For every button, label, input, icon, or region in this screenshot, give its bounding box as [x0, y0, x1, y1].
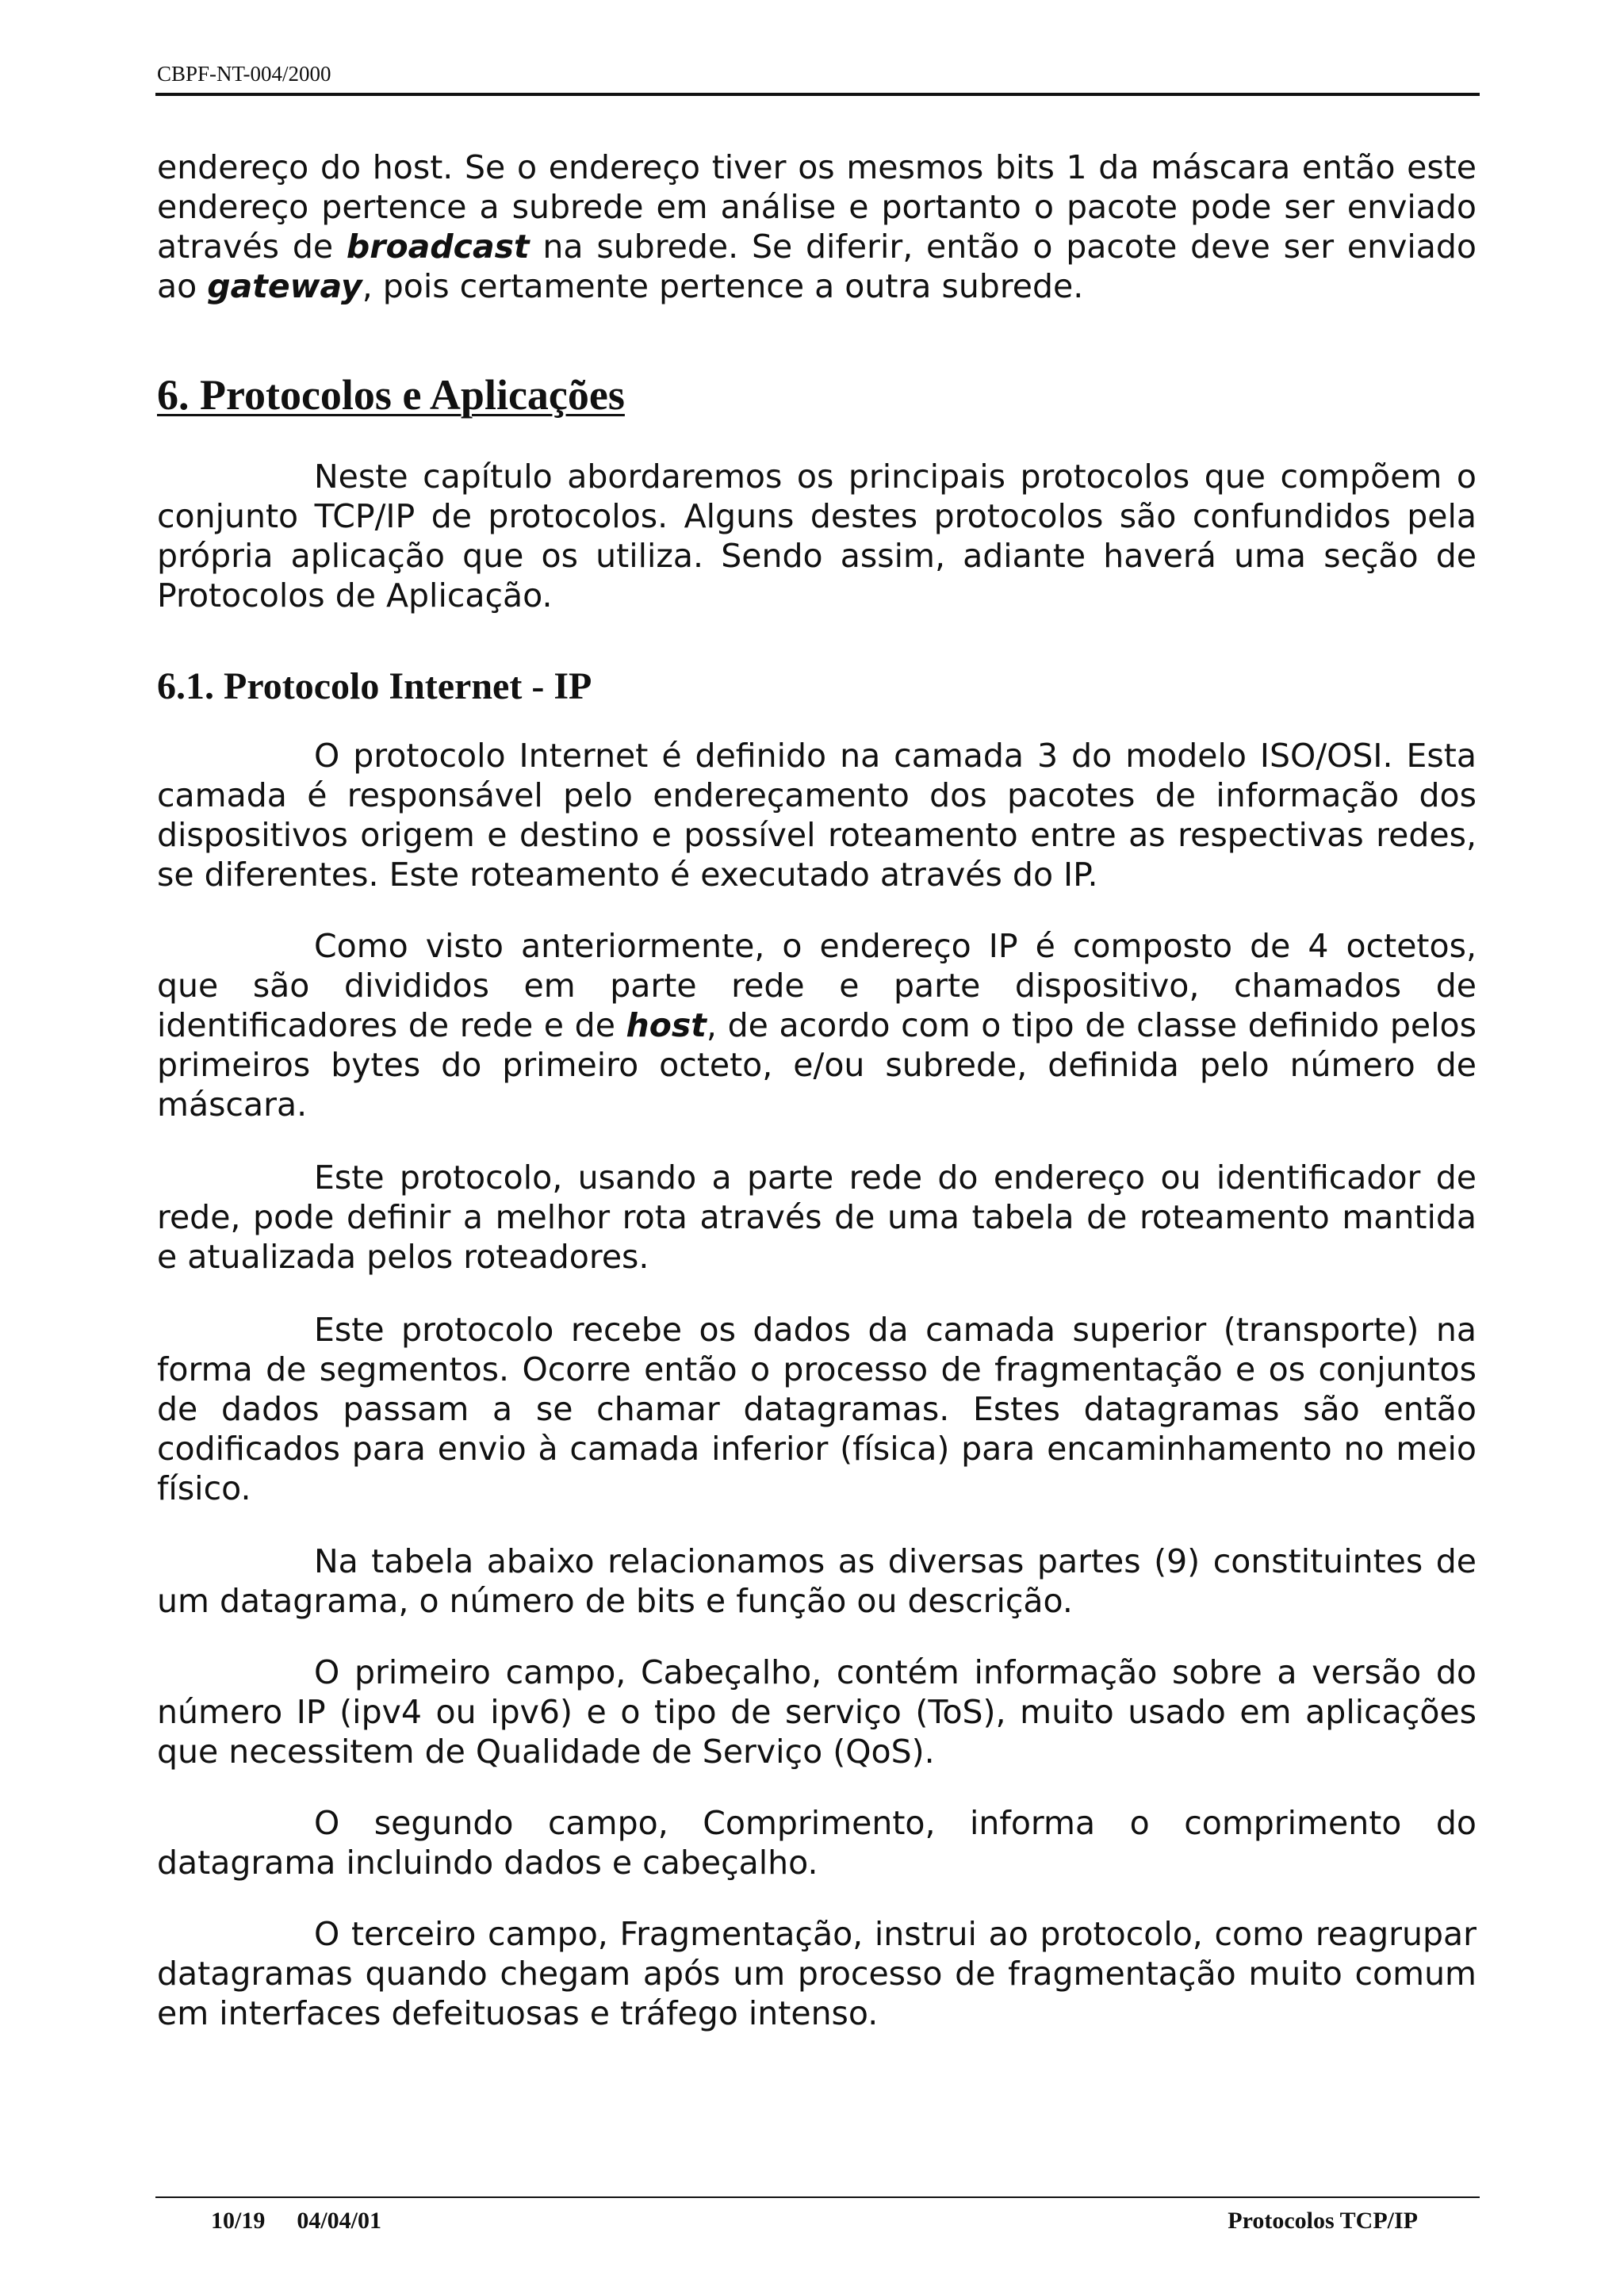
page-body: [157, 147, 1477, 2033]
page-number: 10/19: [211, 2208, 266, 2234]
gateway-term: gateway: [207, 267, 362, 305]
footer-title: Protocolos TCP/IP: [1228, 2208, 1418, 2234]
ip-paragraph-2: [157, 926, 1477, 1124]
footer-left: [211, 2208, 381, 2235]
ip-paragraph-6: O primeiro campo, Cabeçalho, contém informação sobre a versão do número IP (ipv4 ou ipv6) e o tipo de serviço (ToS), muito usado em aplicações que necessitem de Qualidade de Serviço (QoS).: [157, 1653, 1477, 1771]
intro-paragraph: [157, 147, 1477, 306]
ip-paragraph-4: Este protocolo recebe os dados da camada superior (transporte) na forma de segmentos. Ocorre então o processo de fragmentação e os conjuntos de dados passam a se chamar datagramas. Estes datagramas são então codificados para envio à camada inferior (física) para encaminhamento no meio físico.: [157, 1311, 1477, 1507]
ip-paragraph-8: O terceiro campo, Fragmentação, instrui ao protocolo, como reagrupar datagramas quando chegam após um processo de fragmentação muito comum em interfaces defeituosas e tráfego intenso.: [157, 1915, 1477, 2032]
section-6-paragraph: Neste capítulo abordaremos os principais protocolos que compõem o conjunto TCP/IP de protocolos. Alguns destes protocolos são confundidos pela própria aplicação que os utiliza. Sendo assim, adiante haverá uma seção de Protocolos de Aplicação.: [157, 458, 1477, 615]
intro-text-2: na subrede. Se diferir, então o pacote deve ser enviado ao: [157, 228, 1477, 305]
ip-paragraph-2-a: Como visto anteriormente, o endereço IP é composto de 4 octetos, que são divididos em parte rede e parte dispositivo, chamados de identificadores de rede e de: [157, 927, 1477, 1044]
section-6-heading: 6. Protocolos e Aplicações: [157, 371, 625, 419]
ip-paragraph-5: Na tabela abaixo relacionamos as diversas partes (9) constituintes de um datagrama, o número de bits e função ou descrição.: [157, 1542, 1477, 1620]
header-divider: [155, 93, 1480, 96]
host-term: host: [626, 1006, 707, 1044]
section-6-1-heading: 6.1. Protocolo Internet - IP: [157, 665, 592, 707]
ip-paragraph-2-c: , de acordo com o tipo de classe definido pelos primeiros bytes do primeiro octeto, e/ou subrede, definida pelo número de máscara.: [157, 1006, 1477, 1124]
ip-paragraph-7: O segundo campo, Comprimento, informa o comprimento do datagrama incluindo dados e cabeçalho.: [157, 1804, 1477, 1882]
document-code: CBPF-NT-004/2000: [157, 62, 331, 86]
broadcast-term: broadcast: [346, 228, 530, 266]
intro-text-3: , pois certamente pertence a outra subrede.: [362, 267, 1084, 305]
intro-text-1: endereço do host. Se o endereço tiver os mesmos bits 1 da máscara então este endereço pertence a subrede em análise e portanto o pacote pode ser enviado através de: [157, 148, 1477, 266]
footer-date: 04/04/01: [297, 2208, 382, 2234]
ip-paragraph-1: O protocolo Internet é definido na camada 3 do modelo ISO/OSI. Esta camada é responsável pelo endereçamento dos pacotes de informação dos dispositivos origem e destino e possível roteamento entre as respectivas redes, se diferentes. Este roteamento é executado através do IP.: [157, 737, 1477, 894]
footer-divider: [155, 2196, 1480, 2198]
ip-paragraph-3: Este protocolo, usando a parte rede do endereço ou identificador de rede, pode definir a melhor rota através de uma tabela de roteamento mantida e atualizada pelos roteadores.: [157, 1158, 1477, 1276]
